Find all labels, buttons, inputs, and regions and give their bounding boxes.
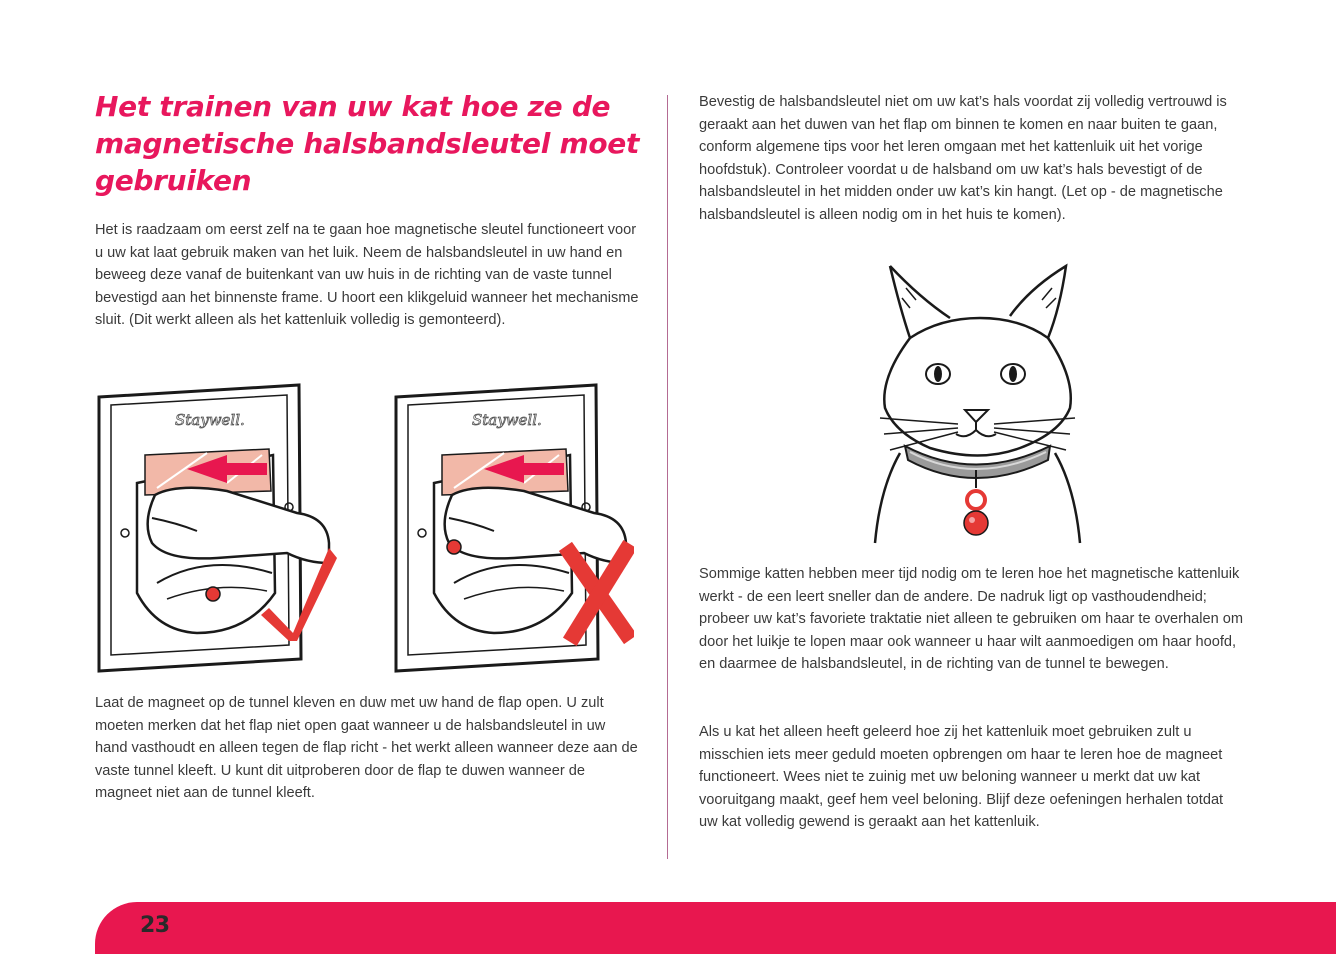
intro-paragraph: Het is raadzaam om eerst zelf na te gaan hoe magnetische sleutel functioneert voor u uw kat laat gebruik maken van het luik. Neem de halsbandsleutel in uw hand en beweeg deze vanaf de buitenkant van uw huis in de richting van de vaste tunnel bevestigd aan het binnenste frame. U hoort een klikgeluid wanneer het mechanisme sluit. (Dit werkt alleen als het kattenluik volledig is gemonteerd). [95,222,639,329]
svg-text:Staywell.: Staywell. [175,411,245,429]
column-divider [667,95,668,859]
staywell-logo [472,411,542,429]
magnet-paragraph: Laat de magneet op de tunnel kleven en duw met uw hand de flap open. U zult moeten merken dat het flap niet open gaat wanneer u de halsbandsleutel in uw hand vasthoudt en alleen tegen de flap richt - het werkt alleen wanneer deze aan de vaste tunnel kleeft. U kunt dit uitproberen door de flap te duwen wanneer de magneet niet aan de tunnel kleeft. [95,695,638,802]
page-number: 23 [140,913,170,938]
patience-paragraph: Sommige katten hebben meer tijd nodig om te leren hoe het magnetische kattenluik werkt - de een leert sneller dan de andere. De nadruk ligt op vasthoudendheid; probeer uw kat’s favoriete traktatie niet alleen te gebruiken om haar te overhalen om door het luikje te lopen maar ook wanneer u haar wilt aanmoedigen om haar hoofd, en daarmee de halsbandsleutel, in de richting van de tunnel te bewegen. [699,566,1244,673]
cat-flap-correct-illustration [97,383,337,675]
cat-flap-incorrect-illustration [394,383,634,675]
svg-text:Staywell.: Staywell. [472,411,542,429]
staywell-logo [175,411,245,429]
cat-with-collar-icon [870,258,1085,548]
collar-paragraph: Bevestig de halsbandsleutel niet om uw kat’s hals voordat zij volledig vertrouwd is geraakt aan het duwen van het flap om binnen te komen en naar buiten te gaan, conform algemene tips voor het leren omgaan met het kattenluik uit het vorige hoofdstuk). Controleer voordat u de halsband om uw kat’s hals bevestigt of de halsbandsleutel in het midden onder uw kat’s kin hangt. (Let op - de magnetische halsbandsleutel is alleen nodig om in het huis te komen). [699,94,1227,223]
learned-paragraph: Als u kat het alleen heeft geleerd hoe zij het kattenluik moet gebruiken zult u misschien iets meer geduld moeten opbrengen om haar te leren hoe de magneet functioneert. Wees niet te zuinig met uw beloning wanneer u merkt dat uw kat vooruitgang maakt, geef hem veel beloning. Blijf deze oefeningen herhalen totdat uw kat volledig gewend is geraakt aan het kattenluik. [699,724,1224,831]
footer-bar [95,902,1336,954]
page-title: Het trainen van uw kat hoe ze de magnetische halsbandsleutel moet gebruiken [95,90,640,197]
